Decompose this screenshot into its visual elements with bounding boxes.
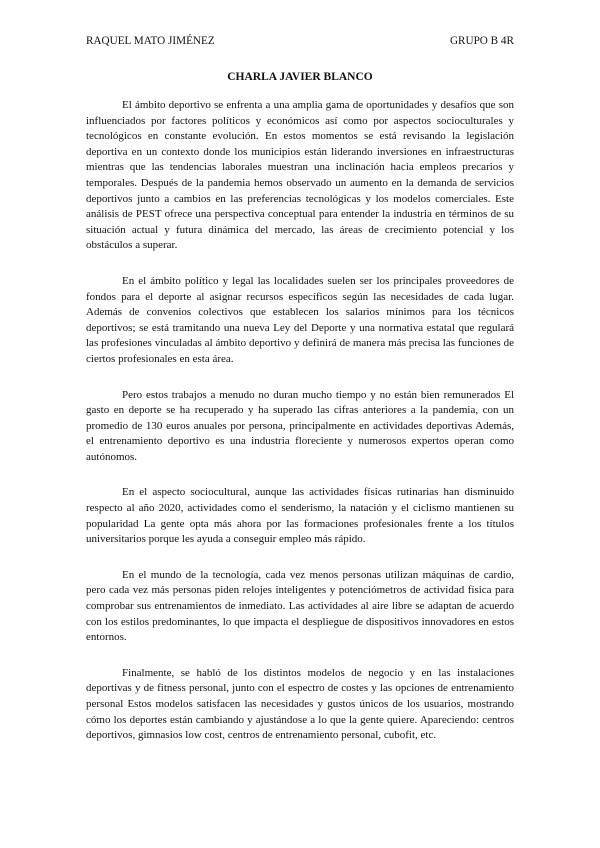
paragraph-economic: Pero estos trabajos a menudo no duran mucho tiempo y no están bien remunerados El gasto en deporte se ha recuperado y ha superado las cifras anteriores a la pandemia, con un promedio de 130 euros anuales por persona, principalmente en actividades deportivas Además, el entrenamiento deportivo es una industria floreciente y numerosos expertos operan como autónomos.	[86, 388, 514, 463]
page-header	[86, 33, 514, 49]
paragraph-political-legal: En el ámbito político y legal las localidades suelen ser los principales proveedores de fondos para el deporte al asignar recursos específicos según las necesidades de cada lugar. Además de convenios colectivos que establecen los salarios mínimos para los técnicos deportivos; se está tramitando una nueva Ley del Deporte y una normativa estatal que regulará las profesiones vinculadas al ámbito deportivo y definirá de manera más precisa las funciones de ciertos profesionales en esta área.	[86, 274, 514, 365]
group-label: GRUPO B 4R	[449, 35, 514, 47]
author-name: RAQUEL MATO JIMÉNEZ	[86, 35, 215, 47]
paragraph-sociocultural: En el aspecto sociocultural, aunque las actividades físicas rutinarias han disminuido respecto al año 2020, actividades como el senderismo, la natación y el ciclismo mantienen su popularidad La gente opta más ahora por las formaciones profesionales frente a los títulos universitarios porque les ayuda a conseguir empleo más rápido.	[86, 486, 514, 546]
paragraph-business-models: Finalmente, se habló de los distintos modelos de negocio y en las instalaciones deportivas y de fitness personal, junto con el espectro de costes y las opciones de entrenamiento personal Estos modelos satisfacen las necesidades y gustos únicos de los usuarios, mostrando cómo los deportes están cambiando y ajustándose a lo que la gente quiere. Apareciendo: centros deportivos, gimnasios low cost, centros de entrenamiento personal, cubofit, etc.	[86, 666, 514, 742]
paragraph-introduction: El ámbito deportivo se enfrenta a una amplia gama de oportunidades y desafíos que son influenciados por factores políticos y económicos así como por aspectos socioculturales y tecnológicos en constante evolución. En estos momentos se está revisando la legislación deportiva en un contexto donde los municipios están liderando inversiones en infraestructuras mientras que las tendencias laborales muestran una inclinación hacia empleos precarios y temporales. Después de la pandemia hemos observado un aumento en la demanda de servicios deportivos junto a cambios en las preferencias tecnológicas y los modelos comerciales. Este análisis de PEST ofrece una perspectiva conceptual para entender la industria en términos de su situación actual y futura dinámica del mercado, las áreas de crecimiento potencial y los obstáculos a superar.	[86, 99, 514, 252]
document-title: CHARLA JAVIER BLANCO	[227, 71, 373, 83]
document-body	[86, 98, 514, 757]
paragraph-technology: En el mundo de la tecnología, cada vez menos personas utilizan máquinas de cardio, pero cada vez más personas piden relojes inteligentes y potenciómetros de actividad física para comprobar sus entrenamientos de inmediato. Las actividades al aire libre se adaptan de acuerdo con los estilos predominantes, lo que impacta el despliegue de dispositivos innovadores en estos entornos.	[86, 568, 514, 644]
